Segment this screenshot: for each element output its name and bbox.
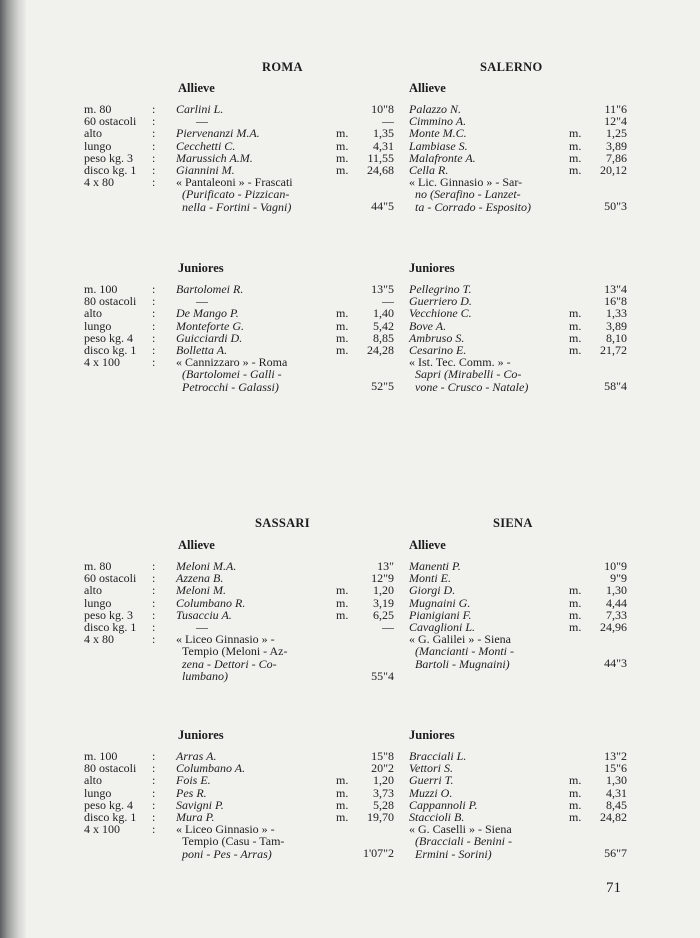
result-row: Columbano R. m. 3,19 — [176, 595, 394, 610]
result-row: Pianigiani F. m. 7,33 — [409, 607, 627, 622]
result-row: Cavaglioni L. m. 24,96 — [409, 619, 627, 634]
book-gutter-shadow — [0, 0, 26, 938]
result-row: Manenti P. 10"9 — [409, 559, 627, 573]
event-label: lungo : — [84, 318, 156, 333]
city-heading-salerno: SALERNO — [480, 60, 543, 74]
result-row: Bove A. m. 3,89 — [409, 318, 627, 333]
event-label: 4 x 80 : — [84, 632, 156, 647]
result-row: — — — [196, 114, 394, 129]
result-row: Pellegrino T. 13"4 — [409, 282, 627, 296]
relay-time: 52"5 — [371, 379, 394, 394]
result-row: Cecchetti C. m. 4,31 — [176, 138, 394, 153]
section-label-allieve: Allieve — [409, 538, 446, 552]
event-label: peso kg. 4 : — [84, 330, 156, 345]
results-siena-juniores — [409, 750, 627, 860]
result-row: Cappannoli P. m. 8,45 — [409, 797, 627, 812]
result-row: Monte M.C. m. 1,25 — [409, 126, 627, 141]
event-label: m. 80 : — [84, 102, 156, 116]
event-label: m. 100 : — [84, 282, 156, 296]
event-label: disco kg. 1 : — [84, 342, 156, 357]
results-salerno-allieve — [409, 103, 627, 213]
result-row: — — — [196, 294, 394, 309]
event-labels-allieve — [84, 103, 160, 188]
event-label: 4 x 80 : — [84, 175, 156, 190]
section-label-juniores: Juniores — [178, 261, 224, 275]
result-row: Meloni M. m. 1,20 — [176, 583, 394, 598]
relay-time: 44"5 — [371, 199, 394, 214]
city-heading-sassari: SASSARI — [255, 516, 310, 530]
result-row: Vettori S. 15"6 — [409, 761, 627, 776]
relay-entry: « Liceo Ginnasio » - Tempio (Meloni - Az- zena - Dettori - Co- lumbano) 55"4 — [176, 632, 394, 683]
section-label-allieve: Allieve — [178, 538, 215, 552]
relay-time: 50"3 — [604, 199, 627, 214]
result-row: Fois E. m. 1,20 — [176, 773, 394, 788]
result-row: Staccioli B. m. 24,82 — [409, 809, 627, 824]
result-row: Giorgi D. m. 1,30 — [409, 583, 627, 598]
result-row: Palazzo N. 11"6 — [409, 102, 627, 116]
result-row: Piervenanzi M.A. m. 1,35 — [176, 126, 394, 141]
event-label: m. 100 : — [84, 749, 156, 763]
result-row: Guerriero D. 16"8 — [409, 294, 627, 309]
city-heading-roma: ROMA — [262, 60, 303, 74]
result-row: De Mango P. m. 1,40 — [176, 306, 394, 321]
event-label: 80 ostacoli : — [84, 294, 156, 309]
relay-entry: « Cannizzaro » - Roma (Bartolomei - Galli - Petrocchi - Galassi) 52"5 — [176, 355, 394, 394]
event-label: 60 ostacoli : — [84, 114, 156, 129]
result-row: Tusacciu A. m. 6,25 — [176, 607, 394, 622]
result-row: Vecchione C. m. 1,33 — [409, 306, 627, 321]
result-row: Bracciali L. 13"2 — [409, 749, 627, 763]
result-row: Cella R. m. 20,12 — [409, 162, 627, 177]
relay-entry: « Ist. Tec. Comm. » - Sapri (Mirabelli - Co- vone - Crusco - Natale) 58"4 — [409, 355, 627, 394]
section-label-juniores: Juniores — [409, 728, 455, 742]
result-row: Monti E. 9"9 — [409, 571, 627, 586]
event-label: peso kg. 4 : — [84, 797, 156, 812]
relay-time: 56"7 — [604, 846, 627, 861]
result-row: Guerri T. m. 1,30 — [409, 773, 627, 788]
results-sassari-allieve — [176, 560, 394, 682]
result-row: Arras A. 15"8 — [176, 749, 394, 763]
result-row: Azzena B. 12"9 — [176, 571, 394, 586]
page-number: 71 — [606, 880, 621, 896]
section-label-allieve: Allieve — [409, 81, 446, 95]
event-label: lungo : — [84, 138, 156, 153]
event-label: 80 ostacoli : — [84, 761, 156, 776]
event-label: 4 x 100 : — [84, 355, 156, 370]
results-siena-allieve — [409, 560, 627, 670]
result-row: Marussich A.M. m. 11,55 — [176, 150, 394, 165]
result-row: Muzzi O. m. 4,31 — [409, 785, 627, 800]
relay-time: 1'07"2 — [362, 846, 394, 861]
event-label: lungo : — [84, 785, 156, 800]
event-label: disco kg. 1 : — [84, 619, 156, 634]
event-labels-juniores — [84, 283, 160, 368]
event-label: 4 x 100 : — [84, 822, 156, 837]
section-label-juniores: Juniores — [409, 261, 455, 275]
result-row: Cesarino E. m. 21,72 — [409, 342, 627, 357]
event-label: disco kg. 1 : — [84, 809, 156, 824]
result-row: Guicciardi D. m. 8,85 — [176, 330, 394, 345]
section-label-allieve: Allieve — [178, 81, 215, 95]
results-salerno-juniores — [409, 283, 627, 393]
event-label: lungo : — [84, 595, 156, 610]
event-label: alto : — [84, 583, 156, 598]
relay-entry: « Liceo Ginnasio » - Tempio (Casu - Tam- poni - Pes - Arras) 1'07"2 — [176, 822, 394, 861]
event-label: disco kg. 1 : — [84, 162, 156, 177]
relay-entry: « G. Caselli » - Siena (Bracciali - Benini - Ermini - Sorini) 56"7 — [409, 822, 627, 861]
result-row: Monteforte G. m. 5,42 — [176, 318, 394, 333]
result-row: Pes R. m. 3,73 — [176, 785, 394, 800]
result-row: Ambruso S. m. 8,10 — [409, 330, 627, 345]
result-row: — — — [196, 619, 394, 634]
relay-entry: « G. Galilei » - Siena (Mancianti - Monti - Bartoli - Mugnaini) 44"3 — [409, 632, 627, 671]
result-row: Savigni P. m. 5,28 — [176, 797, 394, 812]
results-roma-juniores — [176, 283, 394, 393]
event-label: alto : — [84, 773, 156, 788]
event-label: alto : — [84, 306, 156, 321]
relay-entry: « Pantaleoni » - Frascati (Purificato - Pizzican- nella - Fortini - Vagni) 44"5 — [176, 175, 394, 214]
result-row: Lambiase S. m. 3,89 — [409, 138, 627, 153]
result-row: Mugnaini G. m. 4,44 — [409, 595, 627, 610]
relay-entry: « Lic. Ginnasio » - Sar- no (Serafino - Lanzet- ta - Corrado - Esposito) 50"3 — [409, 175, 627, 214]
result-row: Carlini L. 10"8 — [176, 102, 394, 116]
result-row: Bolletta A. m. 24,28 — [176, 342, 394, 357]
results-sassari-juniores — [176, 750, 394, 860]
result-row: Columbano A. 20"2 — [176, 761, 394, 776]
result-row: Giannini M. m. 24,68 — [176, 162, 394, 177]
result-row: Meloni M.A. 13" — [176, 559, 394, 573]
event-labels-allieve — [84, 560, 160, 645]
result-row: Mura P. m. 19,70 — [176, 809, 394, 824]
city-heading-siena: SIENA — [493, 516, 533, 530]
relay-time: 58"4 — [604, 379, 627, 394]
result-row: Bartolomei R. 13"5 — [176, 282, 394, 296]
relay-time: 55"4 — [371, 668, 394, 683]
event-labels-juniores — [84, 750, 160, 835]
result-row: Cimmino A. 12"4 — [409, 114, 627, 129]
relay-time: 44"3 — [604, 656, 627, 671]
event-label: peso kg. 3 : — [84, 150, 156, 165]
event-label: alto : — [84, 126, 156, 141]
results-roma-allieve — [176, 103, 394, 213]
section-label-juniores: Juniores — [178, 728, 224, 742]
event-label: peso kg. 3 : — [84, 607, 156, 622]
event-label: 60 ostacoli : — [84, 571, 156, 586]
result-row: Malafronte A. m. 7,86 — [409, 150, 627, 165]
event-label: m. 80 : — [84, 559, 156, 573]
